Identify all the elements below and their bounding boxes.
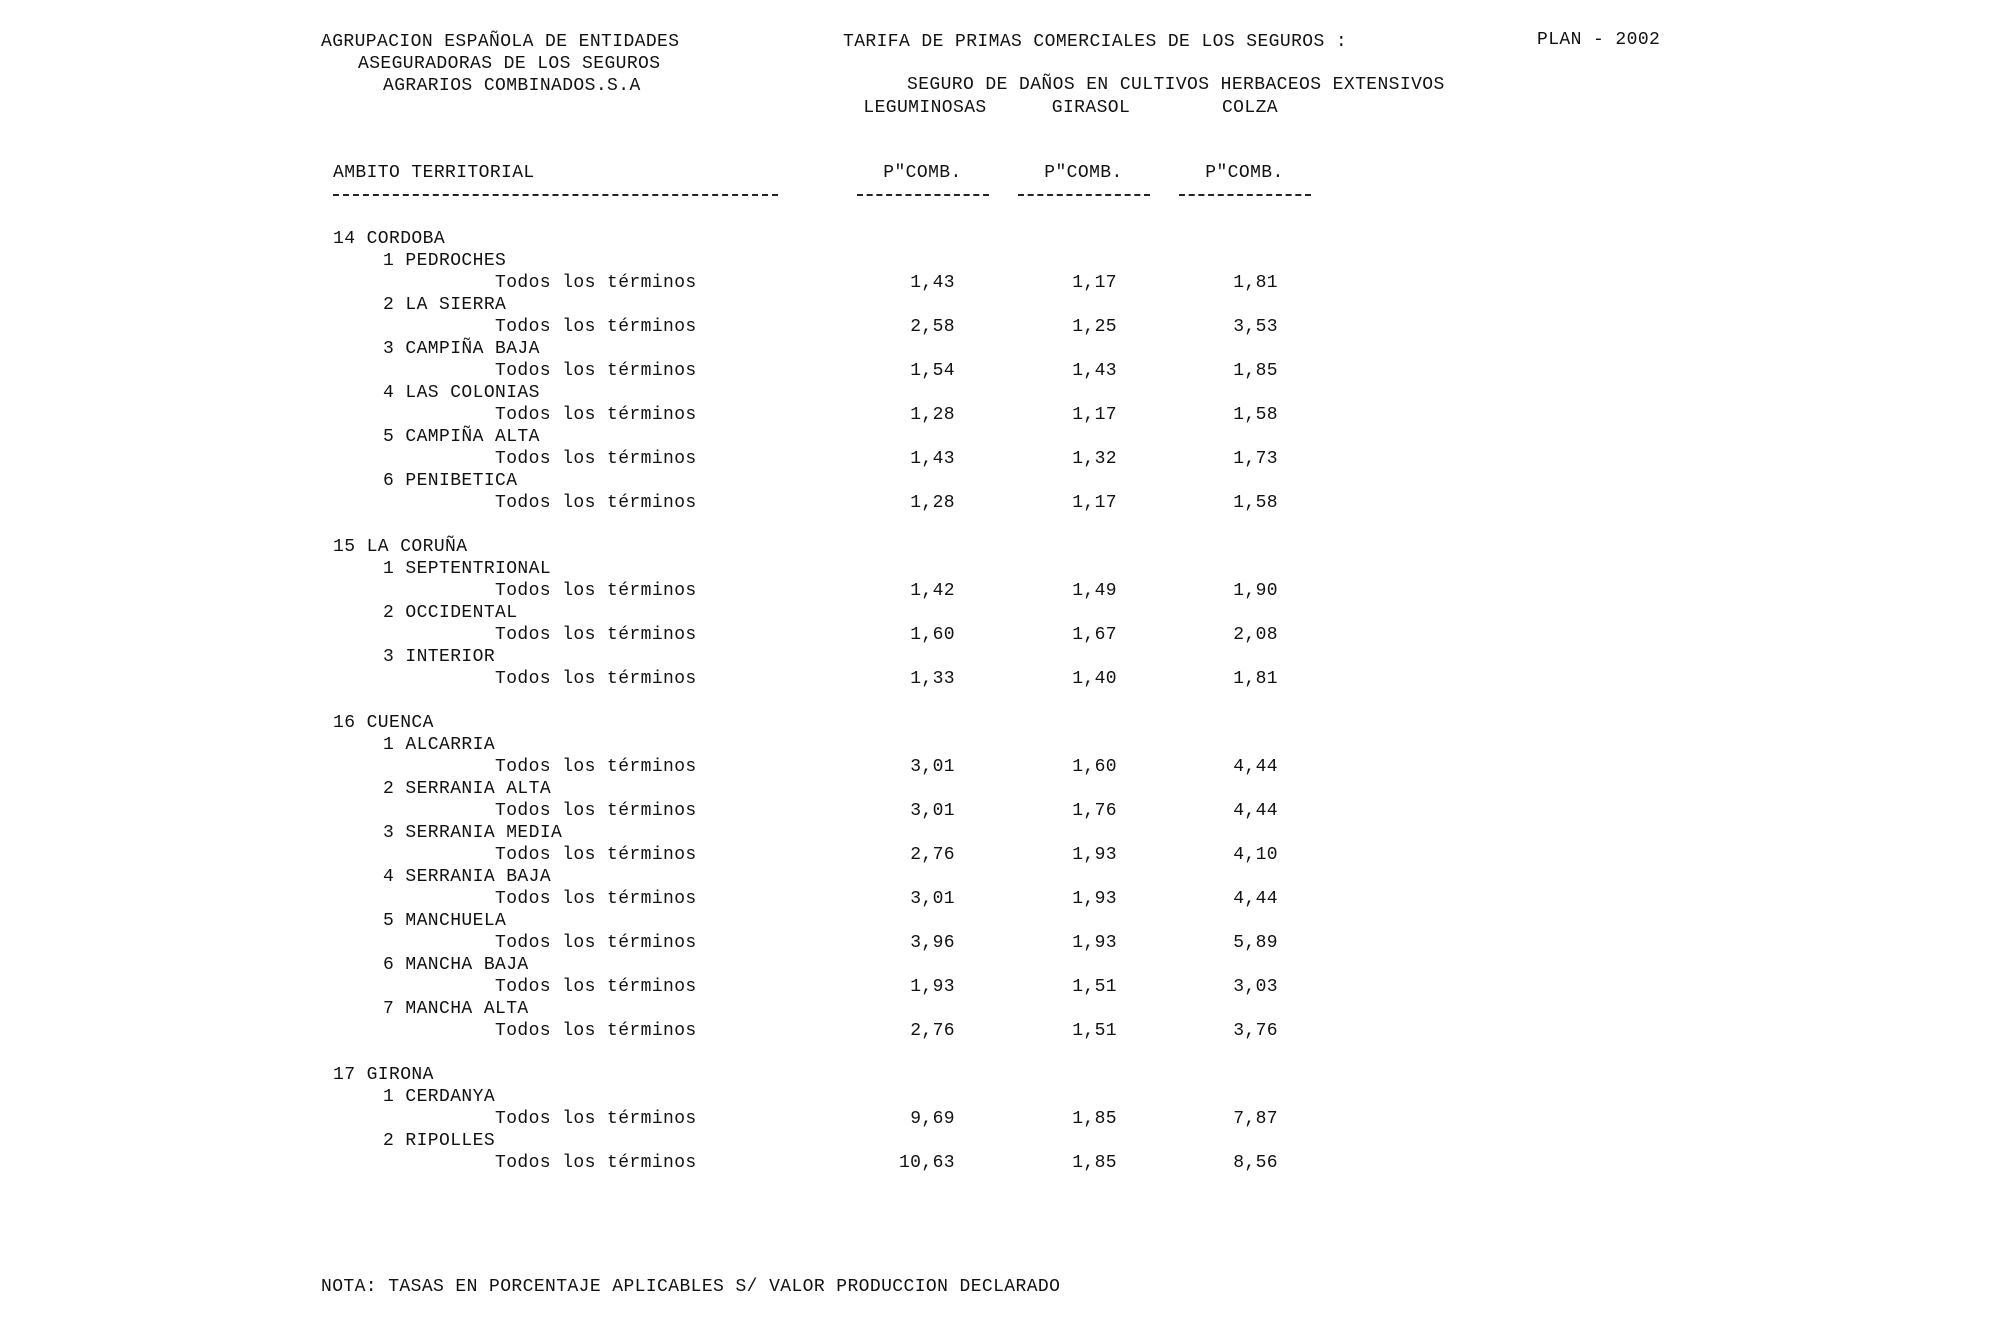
girasol-value: 1,51 — [1072, 1021, 1117, 1041]
district-name: 2 SERRANIA ALTA — [383, 779, 552, 799]
district-name: 2 RIPOLLES — [383, 1131, 496, 1151]
crop-name-girasol: GIRASOL — [1051, 98, 1131, 118]
terms-label: Todos los términos — [495, 493, 697, 513]
girasol-value: 1,17 — [1072, 273, 1117, 293]
colza-value: 2,08 — [1233, 625, 1278, 645]
leguminosas-value: 10,63 — [898, 1153, 955, 1173]
province-heading: 15 LA CORUÑA — [333, 537, 468, 557]
leguminosas-value: 1,28 — [910, 493, 955, 513]
colza-value: 4,44 — [1233, 889, 1278, 909]
terms-label: Todos los términos — [495, 361, 697, 381]
girasol-value: 1,17 — [1072, 493, 1117, 513]
leguminosas-value: 1,54 — [910, 361, 955, 381]
terms-label: Todos los términos — [495, 625, 697, 645]
terms-label: Todos los términos — [495, 889, 697, 909]
girasol-value: 1,40 — [1072, 669, 1117, 689]
terms-label: Todos los términos — [495, 757, 697, 777]
district-name: 1 PEDROCHES — [383, 251, 507, 271]
colza-value: 5,89 — [1233, 933, 1278, 953]
district-name: 1 ALCARRIA — [383, 735, 496, 755]
district-name: 1 CERDANYA — [383, 1087, 496, 1107]
terms-label: Todos los términos — [495, 801, 697, 821]
leguminosas-value: 1,42 — [910, 581, 955, 601]
leguminosas-value: 2,76 — [910, 845, 955, 865]
province-heading: 17 GIRONA — [333, 1065, 434, 1085]
leguminosas-value: 3,01 — [910, 889, 955, 909]
terms-label: Todos los términos — [495, 669, 697, 689]
colza-value: 1,58 — [1233, 405, 1278, 425]
district-name: 3 INTERIOR — [383, 647, 496, 667]
insurance-subtitle: SEGURO DE DAÑOS EN CULTIVOS HERBACEOS EXTENSIVOS — [907, 75, 1445, 95]
district-name: 2 OCCIDENTAL — [383, 603, 518, 623]
district-name: 7 MANCHA ALTA — [383, 999, 529, 1019]
colza-value: 1,73 — [1233, 449, 1278, 469]
girasol-value: 1,43 — [1072, 361, 1117, 381]
colza-value: 3,53 — [1233, 317, 1278, 337]
terms-label: Todos los términos — [495, 1021, 697, 1041]
district-name: 3 SERRANIA MEDIA — [383, 823, 563, 843]
district-name: 5 CAMPIÑA ALTA — [383, 427, 540, 447]
terms-label: Todos los términos — [495, 845, 697, 865]
tariff-title: TARIFA DE PRIMAS COMERCIALES DE LOS SEGUROS : — [843, 32, 1348, 52]
colza-value: 4,10 — [1233, 845, 1278, 865]
colza-value: 1,81 — [1233, 669, 1278, 689]
girasol-value: 1,32 — [1072, 449, 1117, 469]
colza-value: 1,90 — [1233, 581, 1278, 601]
district-name: 2 LA SIERRA — [383, 295, 507, 315]
province-heading: 16 CUENCA — [333, 713, 434, 733]
girasol-value: 1,51 — [1072, 977, 1117, 997]
org-name-line-3: AGRARIOS COMBINADOS.S.A — [383, 76, 641, 96]
leguminosas-value: 1,43 — [910, 273, 955, 293]
girasol-value: 1,60 — [1072, 757, 1117, 777]
colza-value: 7,87 — [1233, 1109, 1278, 1129]
leguminosas-value: 1,43 — [910, 449, 955, 469]
leguminosas-value: 1,28 — [910, 405, 955, 425]
leguminosas-value: 1,33 — [910, 669, 955, 689]
plan-label: PLAN - 2002 — [1537, 30, 1661, 50]
girasol-value: 1,85 — [1072, 1109, 1117, 1129]
terms-label: Todos los términos — [495, 1109, 697, 1129]
footer-note: NOTA: TASAS EN PORCENTAJE APLICABLES S/ VALOR PRODUCCION DECLARADO — [321, 1277, 1061, 1297]
colza-value: 1,85 — [1233, 361, 1278, 381]
district-name: 4 SERRANIA BAJA — [383, 867, 552, 887]
leguminosas-value: 1,93 — [910, 977, 955, 997]
terms-label: Todos los términos — [495, 1153, 697, 1173]
leguminosas-value: 3,01 — [910, 801, 955, 821]
org-name-line-1: AGRUPACION ESPAÑOLA DE ENTIDADES — [321, 32, 680, 52]
district-name: 5 MANCHUELA — [383, 911, 507, 931]
leguminosas-value: 1,60 — [910, 625, 955, 645]
column-header-girasol: P"COMB. — [1044, 163, 1123, 183]
district-name: 6 MANCHA BAJA — [383, 955, 529, 975]
girasol-value: 1,67 — [1072, 625, 1117, 645]
terms-label: Todos los términos — [495, 977, 697, 997]
leguminosas-value: 3,96 — [910, 933, 955, 953]
crop-name-leguminosas: LEGUMINOSAS — [863, 98, 987, 118]
district-name: 1 SEPTENTRIONAL — [383, 559, 552, 579]
terms-label: Todos los términos — [495, 933, 697, 953]
girasol-value: 1,49 — [1072, 581, 1117, 601]
girasol-value: 1,93 — [1072, 889, 1117, 909]
terms-label: Todos los términos — [495, 273, 697, 293]
colza-value: 1,81 — [1233, 273, 1278, 293]
province-heading: 14 CORDOBA — [333, 229, 446, 249]
girasol-value: 1,76 — [1072, 801, 1117, 821]
crop-name-colza: COLZA — [1221, 98, 1278, 118]
district-name: 4 LAS COLONIAS — [383, 383, 540, 403]
colza-value: 8,56 — [1233, 1153, 1278, 1173]
leguminosas-value: 2,58 — [910, 317, 955, 337]
girasol-value: 1,85 — [1072, 1153, 1117, 1173]
girasol-value: 1,17 — [1072, 405, 1117, 425]
column-header-colza: P"COMB. — [1205, 163, 1284, 183]
colza-value: 4,44 — [1233, 801, 1278, 821]
terms-label: Todos los términos — [495, 581, 697, 601]
terms-label: Todos los términos — [495, 405, 697, 425]
girasol-value: 1,93 — [1072, 845, 1117, 865]
org-name-line-2: ASEGURADORAS DE LOS SEGUROS — [358, 54, 661, 74]
district-name: 6 PENIBETICA — [383, 471, 518, 491]
district-name: 3 CAMPIÑA BAJA — [383, 339, 540, 359]
column-header-territory: AMBITO TERRITORIAL — [333, 163, 535, 183]
leguminosas-value: 2,76 — [910, 1021, 955, 1041]
colza-value: 1,58 — [1233, 493, 1278, 513]
colza-value: 3,03 — [1233, 977, 1278, 997]
colza-value: 3,76 — [1233, 1021, 1278, 1041]
leguminosas-value: 3,01 — [910, 757, 955, 777]
column-header-leguminosas: P"COMB. — [883, 163, 962, 183]
leguminosas-value: 9,69 — [910, 1109, 955, 1129]
colza-value: 4,44 — [1233, 757, 1278, 777]
girasol-value: 1,25 — [1072, 317, 1117, 337]
terms-label: Todos los términos — [495, 449, 697, 469]
terms-label: Todos los términos — [495, 317, 697, 337]
girasol-value: 1,93 — [1072, 933, 1117, 953]
